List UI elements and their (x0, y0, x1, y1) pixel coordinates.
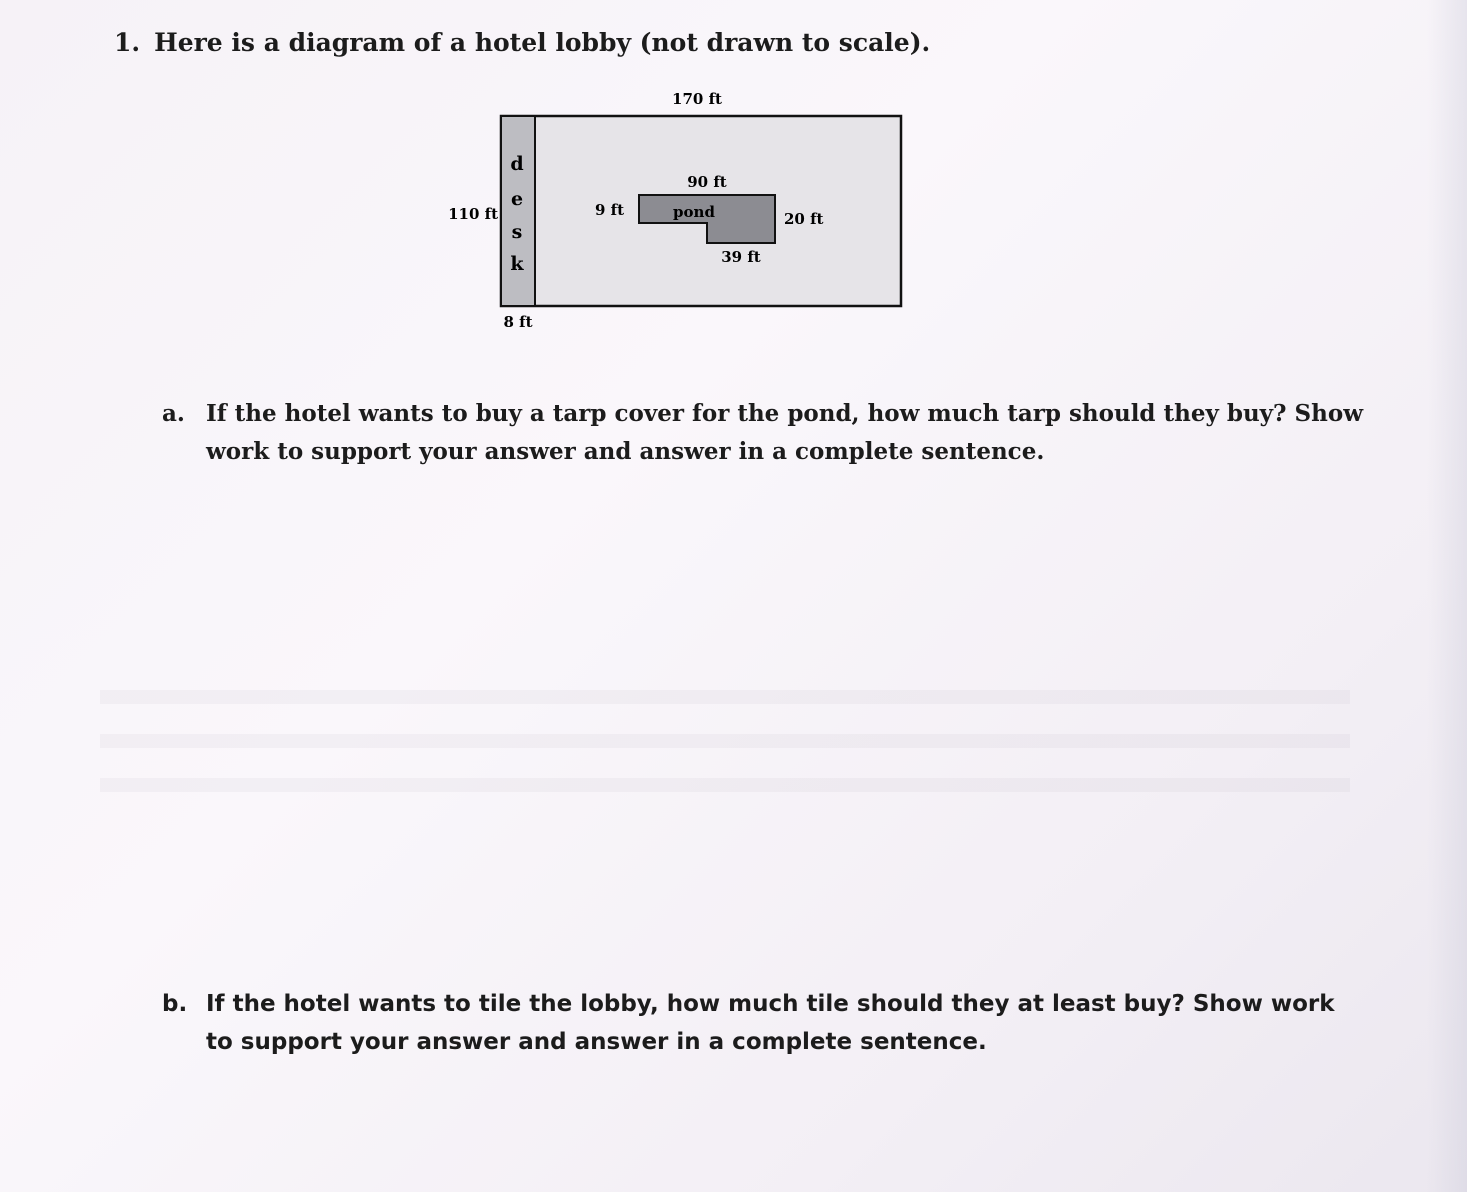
pond-right-label: 20 ft (784, 210, 824, 228)
lobby-diagram (430, 80, 910, 330)
faint-bleedthrough (100, 660, 1350, 820)
part-b-letter: b. (162, 991, 188, 1017)
part-a-text: If the hotel wants to buy a tarp cover for the pond, how much tarp should they buy? Show work to support your answer and answer in a complete sentence. (206, 400, 1363, 465)
pond-label: pond (673, 203, 715, 221)
question-title (114, 28, 930, 57)
desk-letter-d: d (510, 153, 524, 175)
pond-left-label: 9 ft (594, 201, 624, 219)
part-b-text: If the hotel wants to tile the lobby, how much tile should they at least buy? Show work to support your answer and answer in a complete sentence. (206, 991, 1335, 1055)
top-width-label: 170 ft (672, 90, 722, 108)
pond-top-label: 90 ft (687, 173, 727, 191)
pond-bottom-label: 39 ft (721, 248, 761, 266)
desk-letter-e: e (510, 188, 524, 210)
question-number: 1. (114, 28, 141, 57)
part-b (162, 985, 1372, 1061)
part-a (162, 395, 1372, 471)
desk-letter-k: k (510, 253, 524, 275)
desk-width-label: 8 ft (503, 313, 533, 330)
left-height-label: 110 ft (448, 205, 498, 223)
part-a-letter: a. (162, 400, 185, 427)
desk-letter-s: s (511, 221, 523, 243)
page-edge-shadow (1427, 0, 1467, 1192)
desk-rect (501, 116, 535, 306)
question-title-text: Here is a diagram of a hotel lobby (not drawn to scale). (154, 28, 931, 57)
